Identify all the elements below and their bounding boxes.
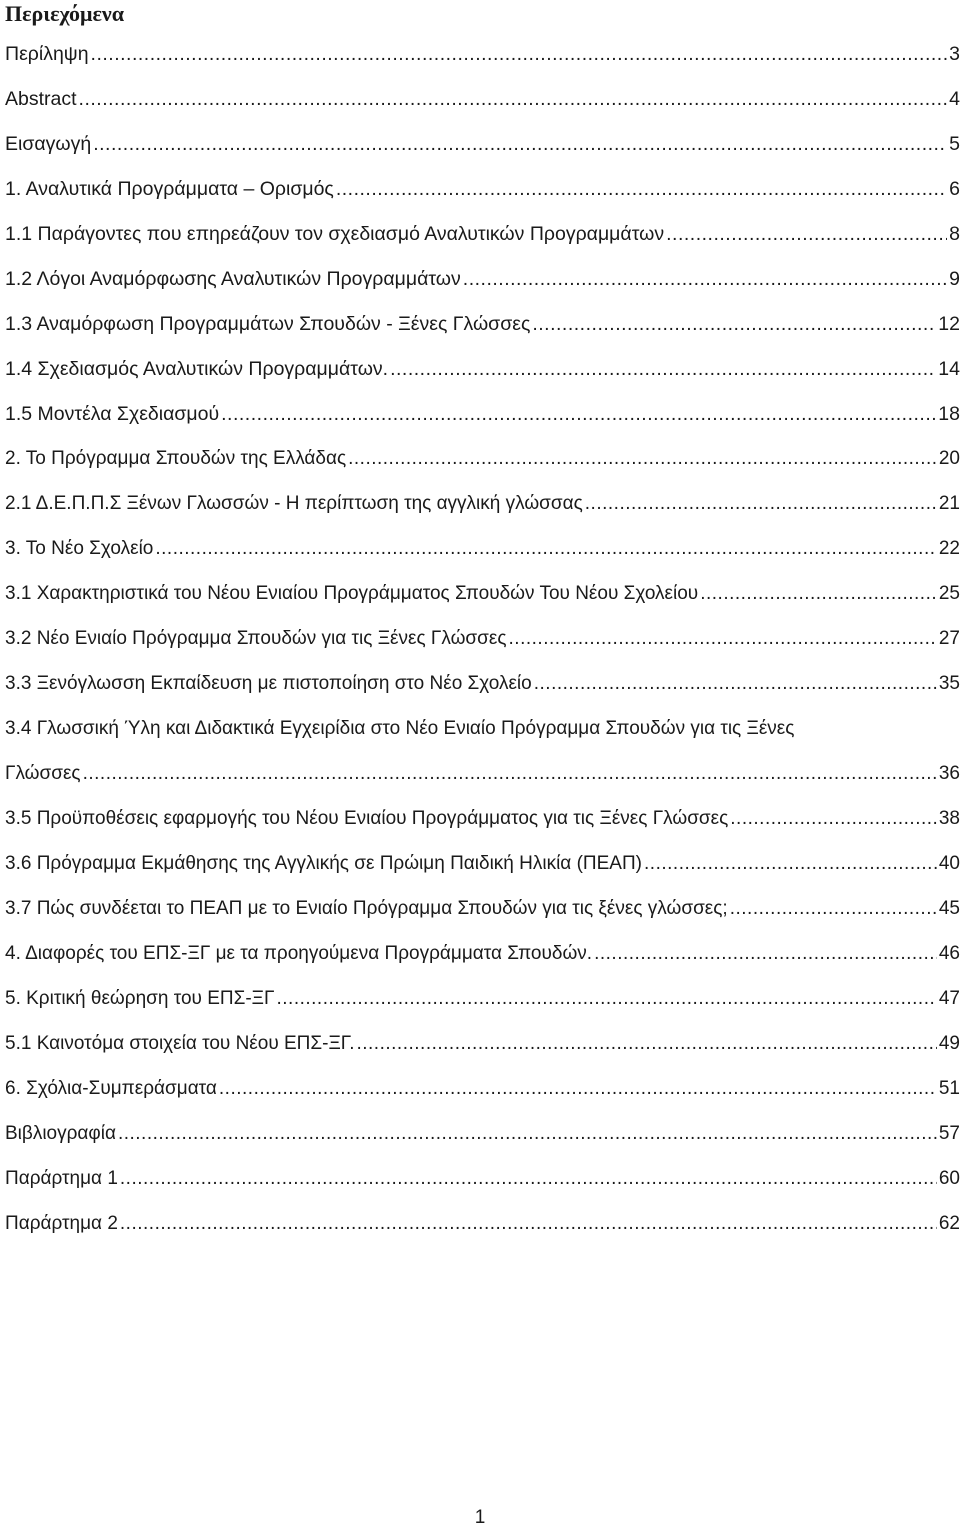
toc-entry-page: 6 [949, 177, 960, 200]
toc-entry-page: 49 [938, 1032, 960, 1054]
dot-leader [585, 493, 937, 515]
dot-leader [348, 448, 937, 470]
toc-entry-section-1-1[interactable] [5, 211, 960, 256]
toc-entry-label: 1.1 Παράγοντες που επηρεάζουν τον σχεδιασμό Αναλυτικών Προγραμμάτων [5, 222, 665, 245]
toc-heading: Περιεχόμενα [5, 1, 125, 26]
toc-entry-label: 5.1 Καινοτόμα στοιχεία του Νέου ΕΠΣ-ΞΓ. [5, 1032, 355, 1054]
toc-entry-page: 25 [938, 582, 960, 604]
toc-entry-page: 18 [938, 402, 960, 425]
dot-leader [532, 313, 936, 335]
toc-entry-chapter-4[interactable] [5, 931, 960, 976]
toc-entry-section-1-2[interactable] [5, 256, 960, 301]
toc-entry-label: 4. Διαφορές του ΕΠΣ-ΞΓ με τα προηγούμενα Προγράμματα Σπουδών. [5, 942, 593, 964]
toc-entry-page: 47 [938, 987, 960, 1009]
toc-entry-label: 3.3 Ξενόγλωσση Εκπαίδευση με πιστοποίηση στο Νέο Σχολείο [5, 672, 532, 694]
toc-entry-label: Βιβλιογραφία [5, 1122, 116, 1144]
toc-entry-chapter-2[interactable] [5, 436, 960, 481]
toc-entry-page: 14 [938, 357, 960, 380]
dot-leader [79, 88, 948, 110]
toc-entry-section-3-4-line-2[interactable] [5, 751, 960, 796]
dot-leader [118, 1123, 937, 1145]
toc-entry-page: 9 [949, 267, 960, 290]
toc-entry-summary[interactable] [5, 31, 960, 76]
toc-entry-page: 36 [938, 762, 960, 784]
toc-entry-section-3-4-line-1[interactable] [5, 706, 960, 751]
dot-leader [463, 268, 947, 290]
dot-leader [594, 943, 937, 965]
dot-leader [221, 403, 936, 425]
toc-entry-page: 35 [938, 672, 960, 694]
toc-entry-label: 3.2 Νέο Ενιαίο Πρόγραμμα Σπουδών για τις Ξένες Γλώσσες [5, 627, 507, 649]
toc-entry-section-1-4[interactable] [5, 346, 960, 391]
dot-leader [730, 808, 937, 830]
toc-entry-abstract[interactable] [5, 76, 960, 121]
dot-leader [356, 1033, 936, 1055]
toc-entry-section-3-3[interactable] [5, 661, 960, 706]
toc-entry-label: Abstract [5, 87, 77, 110]
toc-entry-page: 40 [938, 852, 960, 874]
toc-entry-section-1-3[interactable] [5, 301, 960, 346]
toc-entry-label: 1.4 Σχεδιασμός Αναλυτικών Προγραμμάτων. [5, 357, 389, 380]
toc-entry-label: 1.3 Αναμόρφωση Προγραμμάτων Σπουδών - Ξένες Γλώσσες [5, 312, 531, 335]
toc-entry-page: 21 [938, 492, 960, 514]
toc-entry-label: Περίληψη [5, 42, 89, 65]
toc-entry-page: 62 [938, 1212, 960, 1234]
toc-entry-chapter-3[interactable] [5, 526, 960, 571]
toc-entry-page: 45 [938, 897, 960, 919]
toc-entry-introduction[interactable] [5, 121, 960, 166]
page-number: 1 [474, 1507, 486, 1528]
toc-entry-page: 4 [949, 87, 960, 110]
dot-leader [700, 583, 937, 605]
dot-leader [666, 223, 947, 245]
toc-entry-label: 3.4 Γλωσσική Ύλη και Διδακτικά Εγχειρίδια στο Νέο Ενιαίο Πρόγραμμα Σπουδών για τις Ξένες [5, 717, 795, 739]
toc-entry-page: 57 [938, 1122, 960, 1144]
toc-entry-label: 2. Το Πρόγραμμα Σπουδών της Ελλάδας [5, 447, 347, 469]
table-of-contents [5, 31, 960, 1246]
toc-entry-section-3-1[interactable] [5, 571, 960, 616]
toc-entry-label: 3.7 Πώς συνδέεται το ΠΕΑΠ με το Ενιαίο Πρόγραμμα Σπουδών για τις ξένες γλώσσες; [5, 897, 728, 919]
toc-entry-label: 1.5 Μοντέλα Σχεδιασμού [5, 402, 220, 425]
toc-entry-chapter-1[interactable] [5, 166, 960, 211]
toc-entry-page: 12 [938, 312, 960, 335]
toc-entry-appendix-1[interactable] [5, 1156, 960, 1201]
toc-entry-label: 3. Το Νέο Σχολείο [5, 537, 154, 559]
toc-entry-section-1-5[interactable] [5, 391, 960, 436]
toc-entry-page: 8 [949, 222, 960, 245]
toc-entry-label: 3.6 Πρόγραμμα Εκμάθησης της Αγγλικής σε Πρώιμη Παιδική Ηλικία (ΠΕΑΠ) [5, 852, 643, 874]
toc-entry-section-5-1[interactable] [5, 1021, 960, 1066]
toc-entry-section-3-6[interactable] [5, 841, 960, 886]
toc-entry-bibliography[interactable] [5, 1111, 960, 1156]
toc-entry-label: Παράρτημα 1 [5, 1167, 118, 1189]
dot-leader [120, 1213, 937, 1235]
toc-entry-label: 5. Κριτική θεώρηση του ΕΠΣ-ΞΓ [5, 987, 275, 1009]
dot-leader [730, 898, 937, 920]
toc-entry-page: 27 [938, 627, 960, 649]
toc-entry-chapter-5[interactable] [5, 976, 960, 1021]
toc-entry-page: 3 [949, 42, 960, 65]
toc-entry-page: 46 [938, 942, 960, 964]
toc-entry-label: 2.1 Δ.Ε.Π.Π.Σ Ξένων Γλωσσών - Η περίπτωση της αγγλική γλώσσας [5, 492, 583, 514]
toc-entry-page: 51 [938, 1077, 960, 1099]
toc-entry-appendix-2[interactable] [5, 1201, 960, 1246]
toc-entry-label: 6. Σχόλια-Συμπεράσματα [5, 1077, 217, 1099]
dot-leader [534, 673, 937, 695]
toc-entry-page: 20 [938, 447, 960, 469]
dot-leader [219, 1078, 937, 1100]
dot-leader [120, 1168, 937, 1190]
toc-entry-page: 60 [938, 1167, 960, 1189]
toc-entry-label: Εισαγωγή [5, 132, 92, 155]
toc-entry-page: 22 [938, 537, 960, 559]
toc-entry-label: 3.1 Χαρακτηριστικά του Νέου Ενιαίου Προγράμματος Σπουδών Του Νέου Σχολείου [5, 582, 699, 604]
toc-entry-section-3-7[interactable] [5, 886, 960, 931]
dot-leader [83, 763, 937, 785]
dot-leader [509, 628, 937, 650]
toc-entry-label: 1.2 Λόγοι Αναμόρφωσης Αναλυτικών Προγραμμάτων [5, 267, 461, 290]
toc-entry-chapter-6[interactable] [5, 1066, 960, 1111]
dot-leader [155, 538, 937, 560]
toc-entry-label: Παράρτημα 2 [5, 1212, 118, 1234]
dot-leader [91, 43, 948, 65]
dot-leader [93, 133, 947, 155]
dot-leader [390, 358, 936, 380]
toc-entry-label: Γλώσσες [5, 762, 81, 784]
toc-entry-section-2-1[interactable] [5, 481, 960, 526]
toc-entry-section-3-5[interactable] [5, 796, 960, 841]
toc-entry-page: 5 [949, 132, 960, 155]
dot-leader [644, 853, 937, 875]
dot-leader [276, 988, 936, 1010]
toc-entry-label: 3.5 Προϋποθέσεις εφαρμογής του Νέου Ενιαίου Προγράμματος για τις Ξένες Γλώσσες [5, 807, 729, 829]
toc-entry-section-3-2[interactable] [5, 616, 960, 661]
toc-entry-label: 1. Αναλυτικά Προγράμματα – Ορισμός [5, 177, 334, 200]
dot-leader [336, 178, 947, 200]
toc-entry-page: 38 [938, 807, 960, 829]
